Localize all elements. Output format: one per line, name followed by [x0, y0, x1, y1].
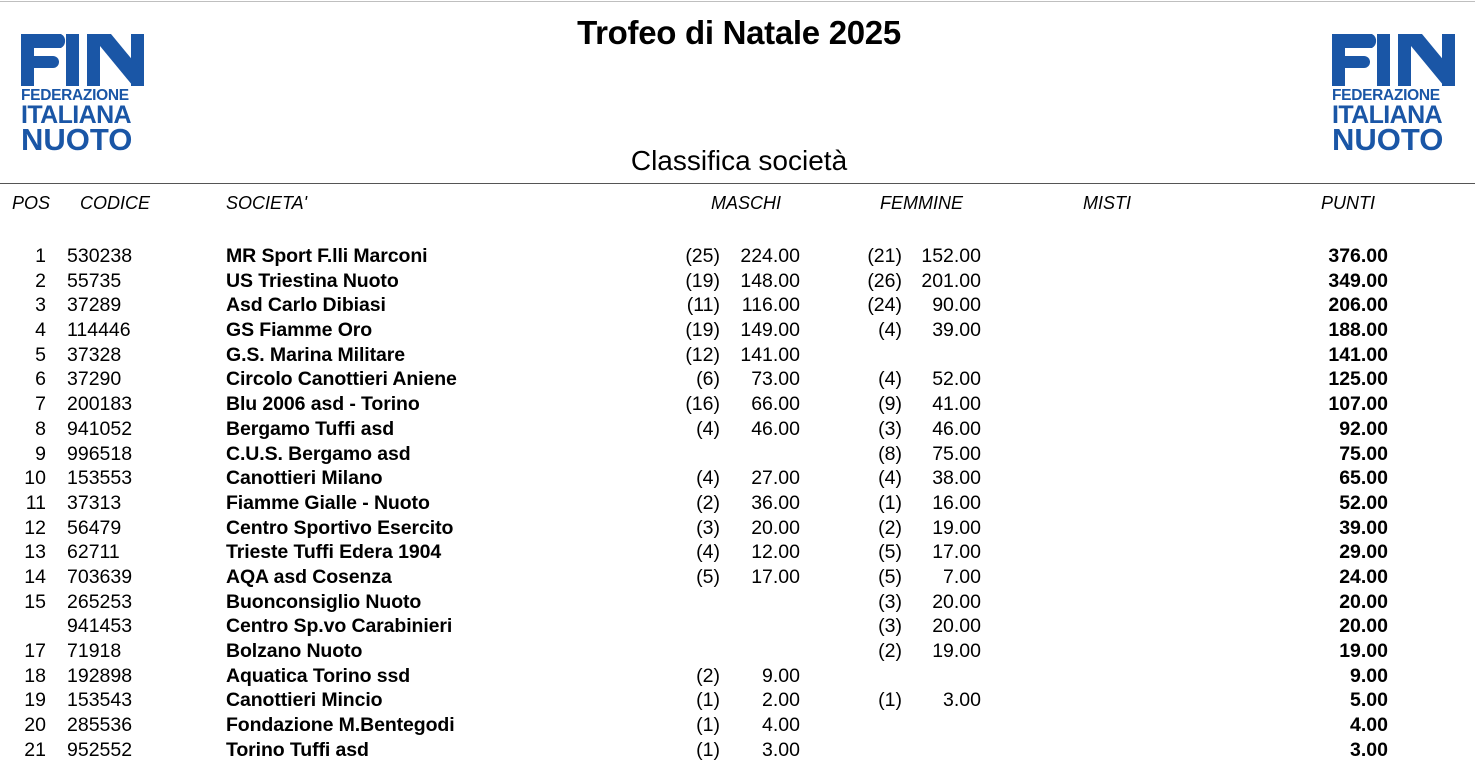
cell-total-points: 24.00 [1339, 565, 1388, 588]
cell-female-points: 201.00 [921, 269, 981, 292]
cell-position: 12 [24, 516, 46, 539]
cell-code: 265253 [67, 590, 133, 613]
cell-code: 62711 [67, 541, 120, 564]
cell-society: Canottieri Milano [226, 467, 383, 490]
table-row [0, 590, 1475, 615]
cell-female-count: (26) [867, 269, 902, 292]
cell-male-points: 66.00 [751, 393, 800, 416]
cell-female-points: 90.00 [932, 294, 981, 317]
cell-total-points: 125.00 [1328, 368, 1388, 391]
cell-female-points: 7.00 [943, 565, 981, 588]
cell-male-points: 36.00 [751, 491, 800, 514]
cell-code: 37313 [67, 491, 122, 514]
cell-male-count: (19) [685, 319, 720, 342]
table-row [0, 293, 1475, 318]
cell-male-points: 17.00 [751, 565, 800, 588]
cell-male-points: 12.00 [751, 541, 800, 564]
cell-code: 192898 [67, 664, 133, 687]
cell-female-count: (1) [878, 689, 902, 712]
cell-society: Canottieri Mincio [226, 689, 383, 712]
table-row [0, 269, 1475, 294]
cell-society: US Triestina Nuoto [226, 269, 399, 292]
cell-female-points: 152.00 [921, 245, 981, 267]
cell-male-points: 9.00 [762, 664, 800, 687]
cell-position: 10 [24, 467, 46, 490]
cell-code: 996518 [67, 442, 133, 465]
header-mixed: MISTI [1083, 193, 1131, 213]
cell-male-count: (12) [685, 343, 720, 366]
cell-female-count: (9) [878, 393, 902, 416]
table-row [0, 442, 1475, 467]
cell-society: Torino Tuffi asd [226, 738, 369, 761]
cell-male-count: (1) [696, 738, 720, 761]
cell-female-points: 75.00 [932, 442, 981, 465]
table-row [0, 343, 1475, 368]
logo-line-federazione: FEDERAZIONE [21, 87, 129, 104]
cell-female-points: 46.00 [932, 417, 981, 440]
table-row [0, 614, 1475, 639]
header-code: CODICE [80, 193, 151, 213]
cell-male-count: (1) [696, 714, 720, 737]
cell-position: 21 [24, 738, 46, 761]
logo-line-italiana: ITALIANA [21, 101, 131, 129]
table-row [0, 540, 1475, 565]
cell-position: 14 [24, 565, 46, 588]
cell-female-count: (24) [867, 294, 902, 317]
table-row [0, 565, 1475, 590]
cell-total-points: 107.00 [1328, 393, 1388, 416]
cell-male-count: (2) [696, 491, 720, 514]
table-row [0, 516, 1475, 541]
cell-position: 5 [35, 343, 46, 366]
cell-male-count: (5) [696, 565, 720, 588]
cell-male-points: 141.00 [740, 343, 800, 366]
cell-male-count: (16) [685, 393, 720, 416]
cell-female-count: (3) [878, 417, 902, 440]
cell-society: MR Sport F.lli Marconi [226, 245, 428, 267]
cell-male-points: 27.00 [751, 467, 800, 490]
logo-line-nuoto: NUOTO [1332, 122, 1444, 157]
logo-line-italiana: ITALIANA [1332, 101, 1442, 129]
cell-society: Centro Sp.vo Carabinieri [226, 615, 453, 638]
cell-female-points: 19.00 [932, 640, 981, 662]
cell-female-points: 39.00 [932, 319, 981, 342]
cell-society: Blu 2006 asd - Torino [226, 393, 420, 416]
cell-society: Buonconsiglio Nuoto [226, 590, 422, 613]
cell-female-count: (5) [878, 541, 902, 564]
cell-female-count: (4) [878, 368, 902, 391]
cell-male-count: (25) [685, 245, 720, 267]
cell-male-count: (4) [696, 417, 720, 440]
cell-code: 114446 [67, 319, 131, 342]
cell-male-count: (3) [696, 516, 720, 539]
top-border-line [0, 1, 1475, 2]
cell-male-count: (19) [685, 269, 720, 292]
header-pos: POS [12, 193, 51, 213]
cell-code: 530238 [67, 245, 133, 267]
cell-female-points: 52.00 [932, 368, 981, 391]
cell-position: 8 [35, 417, 46, 440]
header-divider [0, 183, 1475, 184]
cell-female-count: (2) [878, 640, 902, 662]
cell-total-points: 349.00 [1328, 269, 1388, 292]
cell-total-points: 29.00 [1339, 541, 1388, 564]
cell-female-count: (8) [878, 442, 902, 465]
table-row [0, 664, 1475, 689]
cell-male-points: 2.00 [762, 689, 800, 712]
table-row [0, 392, 1475, 417]
cell-position: 19 [24, 689, 46, 712]
cell-female-points: 41.00 [932, 393, 981, 416]
cell-female-points: 38.00 [932, 467, 981, 490]
cell-male-points: 3.00 [762, 738, 800, 761]
cell-female-points: 16.00 [932, 491, 981, 514]
table-row [0, 417, 1475, 442]
cell-code: 37328 [67, 343, 122, 366]
cell-male-points: 73.00 [751, 368, 800, 391]
cell-total-points: 188.00 [1328, 319, 1388, 342]
header-society: SOCIETA' [226, 193, 308, 213]
table-row [0, 466, 1475, 491]
cell-society: Fondazione M.Bentegodi [226, 714, 455, 737]
cell-female-count: (21) [867, 245, 902, 267]
cell-total-points: 52.00 [1339, 491, 1388, 514]
cell-female-count: (5) [878, 565, 902, 588]
cell-male-points: 4.00 [762, 714, 800, 737]
cell-society: Bergamo Tuffi asd [226, 417, 395, 440]
cell-society: Circolo Canottieri Aniene [226, 368, 457, 391]
ranking-table [0, 244, 1475, 762]
table-row [0, 367, 1475, 392]
cell-position: 1 [35, 245, 46, 267]
cell-code: 153543 [67, 689, 133, 712]
cell-total-points: 376.00 [1328, 245, 1388, 267]
page-title: Trofeo di Natale 2025 [577, 14, 901, 51]
cell-society: C.U.S. Bergamo asd [226, 442, 411, 465]
cell-society: G.S. Marina Militare [226, 343, 405, 366]
cell-code: 200183 [67, 393, 133, 416]
cell-code: 703639 [67, 565, 133, 588]
cell-male-points: 148.00 [740, 269, 800, 292]
page-subtitle: Classifica società [630, 145, 848, 176]
cell-position: 4 [35, 319, 46, 342]
cell-position: 6 [35, 368, 46, 391]
cell-total-points: 206.00 [1328, 294, 1388, 317]
cell-total-points: 20.00 [1339, 615, 1388, 638]
cell-female-points: 20.00 [932, 590, 981, 613]
cell-total-points: 75.00 [1339, 442, 1388, 465]
cell-female-count: (2) [878, 516, 902, 539]
cell-total-points: 19.00 [1339, 640, 1388, 662]
cell-male-count: (6) [696, 368, 720, 391]
table-row [0, 713, 1475, 738]
cell-female-points: 17.00 [932, 541, 981, 564]
cell-position: 15 [24, 590, 46, 613]
cell-position: 18 [24, 664, 46, 687]
cell-position: 9 [35, 442, 46, 465]
cell-code: 56479 [67, 516, 122, 539]
cell-male-points: 46.00 [751, 417, 800, 440]
cell-position: 13 [24, 541, 46, 564]
header-female: FEMMINE [880, 193, 963, 213]
cell-position: 7 [35, 393, 46, 416]
cell-society: Trieste Tuffi Edera 1904 [226, 541, 442, 564]
cell-total-points: 5.00 [1350, 689, 1388, 712]
cell-male-count: (1) [696, 689, 720, 712]
table-row [0, 491, 1475, 516]
cell-society: Asd Carlo Dibiasi [226, 294, 386, 317]
table-row [0, 244, 1475, 269]
cell-total-points: 3.00 [1350, 738, 1388, 761]
table-row [0, 318, 1475, 343]
cell-female-points: 3.00 [943, 689, 981, 712]
cell-position: 2 [35, 269, 46, 292]
table-row [0, 688, 1475, 713]
cell-male-points: 116.00 [741, 294, 800, 317]
cell-female-count: (3) [878, 615, 902, 638]
cell-code: 941052 [67, 417, 133, 440]
cell-male-count: (2) [696, 664, 720, 687]
cell-total-points: 4.00 [1350, 714, 1388, 737]
cell-society: Bolzano Nuoto [226, 640, 363, 662]
cell-female-points: 19.00 [932, 516, 981, 539]
cell-male-count: (4) [696, 541, 720, 564]
cell-code: 285536 [67, 714, 133, 737]
cell-female-count: (3) [878, 590, 902, 613]
cell-female-count: (1) [878, 491, 902, 514]
table-row [0, 738, 1475, 763]
cell-total-points: 65.00 [1339, 467, 1388, 490]
cell-female-count: (4) [878, 319, 902, 342]
cell-code: 55735 [67, 269, 122, 292]
header-points: PUNTI [1321, 193, 1375, 213]
cell-male-points: 149.00 [740, 319, 800, 342]
cell-female-points: 20.00 [932, 615, 981, 638]
cell-position: 17 [24, 640, 46, 662]
logo-line-nuoto: NUOTO [21, 122, 133, 157]
cell-code: 153553 [67, 467, 133, 490]
cell-society: Fiamme Gialle - Nuoto [226, 491, 430, 514]
cell-male-points: 20.00 [751, 516, 800, 539]
cell-code: 941453 [67, 615, 133, 638]
cell-male-points: 224.00 [740, 245, 800, 267]
cell-position: 11 [25, 491, 46, 514]
cell-society: Centro Sportivo Esercito [226, 516, 454, 539]
cell-society: GS Fiamme Oro [226, 319, 373, 342]
cell-total-points: 9.00 [1350, 664, 1388, 687]
cell-total-points: 39.00 [1339, 516, 1388, 539]
cell-total-points: 20.00 [1339, 590, 1388, 613]
cell-female-count: (4) [878, 467, 902, 490]
cell-position: 3 [35, 294, 46, 317]
table-row [0, 639, 1475, 664]
cell-society: AQA asd Cosenza [226, 565, 392, 588]
cell-male-count: (11) [686, 294, 720, 317]
cell-society: Aquatica Torino ssd [226, 664, 411, 687]
cell-code: 37290 [67, 368, 122, 391]
header-male: MASCHI [711, 193, 782, 213]
cell-male-count: (4) [696, 467, 720, 490]
cell-code: 37289 [67, 294, 122, 317]
cell-code: 952552 [67, 738, 133, 761]
logo-line-federazione: FEDERAZIONE [1332, 87, 1440, 104]
cell-position: 20 [24, 714, 46, 737]
cell-total-points: 92.00 [1339, 417, 1388, 440]
cell-total-points: 141.00 [1328, 343, 1388, 366]
cell-code: 71918 [67, 640, 122, 662]
